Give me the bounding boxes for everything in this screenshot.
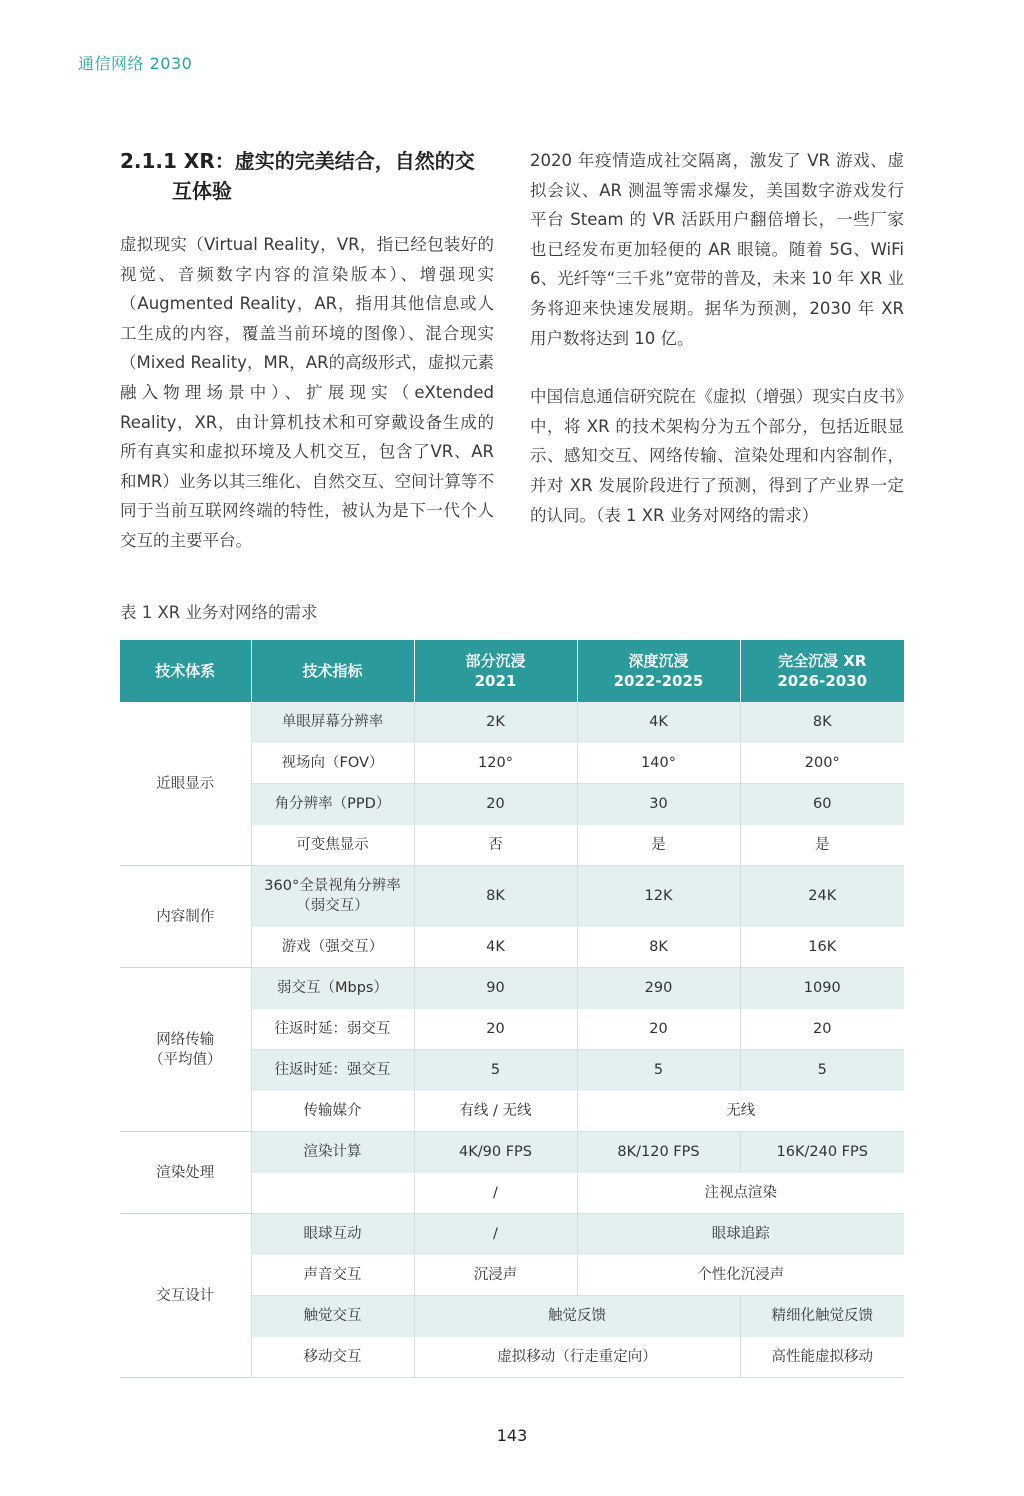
section-title-line2: 互体验: [172, 179, 232, 203]
table-row: [120, 866, 904, 927]
value-cell: 8K: [414, 866, 577, 927]
section-number: 2.1.1: [120, 149, 177, 173]
running-header: 通信网络 2030: [78, 54, 193, 73]
value-cell: 5: [577, 1050, 740, 1091]
table-row: [120, 1214, 904, 1255]
value-cell: 20: [577, 1009, 740, 1050]
value-cell: 2K: [414, 702, 577, 743]
value-cell: 1090: [740, 968, 904, 1009]
paragraph-caict: 中国信息通信研究院在《虚拟（增强）现实白皮书》中，将 XR 的技术架构分为五个部分，包括近眼显示、感知交互、网络传输、渲染处理和内容制作，并对 XR 发展阶段进行了预测，得到了产业界一定的认同。（表 1 XR 业务对网络的需求）: [530, 387, 904, 525]
value-cell: 触觉反馈: [414, 1296, 740, 1337]
value-cell: 8K: [740, 702, 904, 743]
intro-paragraph: 虚拟现实（Virtual Reality，VR，指已经包装好的视觉、音频数字内容的渲染版本）、增强现实（Augmented Reality，AR，指用其他信息或人工生成的内容，覆盖当前环境的图像）、混合现实（Mixed Reality，MR，AR的高级形式，虚拟元素融入物理场景中）、扩展现实（eXtended Reality，XR，由计算机技术和可穿戴设备生成的所有真实和虚拟环境及人机交互，包含了VR、AR和MR）业务以其三维化、自然交互、空间计算等不同于当前互联网终端的特性，被认为是下一代个人交互的主要平台。: [120, 235, 494, 550]
header-partial: 部分沉浸 2021: [414, 640, 577, 702]
value-cell: 90: [414, 968, 577, 1009]
value-cell: 是: [577, 825, 740, 866]
value-cell: 30: [577, 784, 740, 825]
header-deep: 深度沉浸 2022-2025: [577, 640, 740, 702]
value-cell: 12K: [577, 866, 740, 927]
value-cell: 16K: [740, 927, 904, 968]
xr-requirements-table: [120, 640, 904, 1378]
metric-cell: 360°全景视角分辨率 （弱交互）: [251, 866, 414, 927]
value-cell: 高性能虚拟移动: [740, 1337, 904, 1378]
value-cell: 5: [740, 1050, 904, 1091]
table-header-row: [120, 640, 904, 702]
metric-cell: 往返时延：强交互: [251, 1050, 414, 1091]
metric-cell: 眼球互动: [251, 1214, 414, 1255]
value-cell: 有线 / 无线: [414, 1091, 577, 1132]
value-cell: 16K/240 FPS: [740, 1132, 904, 1173]
table-row: [120, 968, 904, 1009]
value-cell: 20: [414, 1009, 577, 1050]
value-cell: 无线: [577, 1091, 904, 1132]
right-column: [530, 146, 904, 530]
value-cell: 否: [414, 825, 577, 866]
page-number: 143: [496, 1426, 528, 1445]
value-cell: /: [414, 1173, 577, 1214]
metric-cell: 渲染计算: [251, 1132, 414, 1173]
value-cell: 沉浸声: [414, 1255, 577, 1296]
metric-cell: 弱交互（Mbps）: [251, 968, 414, 1009]
group-near-eye: 近眼显示: [120, 702, 251, 866]
group-content: 内容制作: [120, 866, 251, 968]
group-render: 渲染处理: [120, 1132, 251, 1214]
value-cell: 注视点渲染: [577, 1173, 904, 1214]
value-cell: 120°: [414, 743, 577, 784]
value-cell: 8K/120 FPS: [577, 1132, 740, 1173]
value-cell: 20: [740, 1009, 904, 1050]
value-cell: 290: [577, 968, 740, 1009]
value-cell: 200°: [740, 743, 904, 784]
value-cell: 4K: [577, 702, 740, 743]
value-cell: 24K: [740, 866, 904, 927]
value-cell: 140°: [577, 743, 740, 784]
value-cell: /: [414, 1214, 577, 1255]
header-full: 完全沉浸 XR 2026-2030: [740, 640, 904, 702]
group-network: 网络传输 （平均值）: [120, 968, 251, 1132]
metric-cell: 触觉交互: [251, 1296, 414, 1337]
metric-cell: 可变焦显示: [251, 825, 414, 866]
left-column: [120, 146, 494, 556]
section-heading: [120, 146, 494, 206]
metric-cell: 往返时延：弱交互: [251, 1009, 414, 1050]
table-caption: 表 1 XR 业务对网络的需求: [120, 603, 318, 622]
header-metric: 技术指标: [251, 640, 414, 702]
value-cell: 虚拟移动（行走重定向）: [414, 1337, 740, 1378]
metric-cell: 单眼屏幕分辨率: [251, 702, 414, 743]
metric-cell: 移动交互: [251, 1337, 414, 1378]
value-cell: 60: [740, 784, 904, 825]
value-cell: 眼球追踪: [577, 1214, 904, 1255]
metric-cell: 视场向（FOV）: [251, 743, 414, 784]
group-interaction: 交互设计: [120, 1214, 251, 1378]
value-cell: 4K/90 FPS: [414, 1132, 577, 1173]
table-row: [120, 702, 904, 743]
value-cell: 4K: [414, 927, 577, 968]
section-title-line1: XR：虚实的完美结合，自然的交: [183, 149, 475, 173]
value-cell: 精细化触觉反馈: [740, 1296, 904, 1337]
metric-cell: [251, 1173, 414, 1214]
metric-cell: 角分辨率（PPD）: [251, 784, 414, 825]
table-row: [120, 1132, 904, 1173]
value-cell: 个性化沉浸声: [577, 1255, 904, 1296]
metric-cell: 声音交互: [251, 1255, 414, 1296]
metric-cell: 传输媒介: [251, 1091, 414, 1132]
header-system: 技术体系: [120, 640, 251, 702]
paragraph-covid: 2020 年疫情造成社交隔离，激发了 VR 游戏、虚拟会议、AR 测温等需求爆发，美国数字游戏发行平台 Steam 的 VR 活跃用户翻倍增长，一些厂家也已经发布更加轻便的 AR 眼镜。随着 5G、WiFi 6、光纤等“三千兆”宽带的普及，未来 10 年 XR 业务将迎来快速发展期。据华为预测，2030 年 XR 用户数将达到 10 亿。: [530, 151, 904, 348]
value-cell: 8K: [577, 927, 740, 968]
value-cell: 20: [414, 784, 577, 825]
metric-cell: 游戏（强交互）: [251, 927, 414, 968]
value-cell: 5: [414, 1050, 577, 1091]
value-cell: 是: [740, 825, 904, 866]
